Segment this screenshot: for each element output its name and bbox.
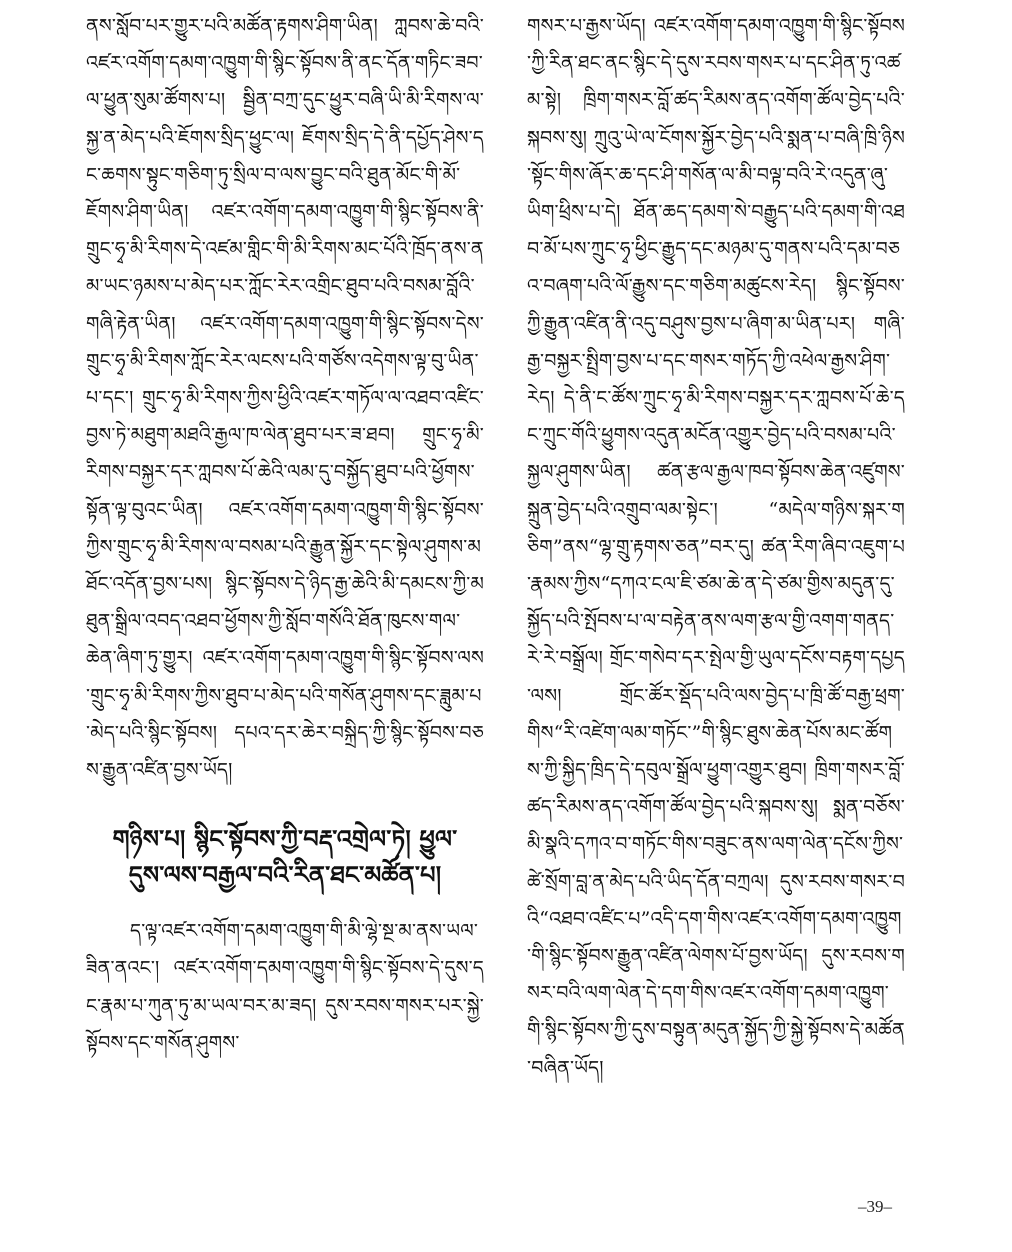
right-column bbox=[527, 8, 905, 1087]
section-heading bbox=[86, 821, 484, 893]
body-paragraph: ད་ལྟ་འཛར་འགོག་དམག་འཁྱུག་གི་མི་ལྷེ་སྔ་མ་ནས་ཡལ་ཟིན་ནའང་། འཛར་འགོག་དམག་འཁྱུག་གི་སྙིང་སྟོབས་དེ་དུས་དང་རྣམ་པ་ཀུན་ཏུ་མ་ཡལ་བར་མ་ཟད། དུས་རབས་གསར་པར་སྐྱེ་སྟོབས་དང་གསོན་ཤུགས་ bbox=[86, 920, 484, 1054]
section-heading-line: དུས་ལས་བརྒྱལ་བའི་རིན་ཐང་མཚོན་པ། bbox=[128, 860, 442, 890]
section-heading-line: གཉིས་པ། སྙིང་སྟོབས་ཀྱི་བརྡ་འགྲེལ་ཏེ། ཕྱུལ་ bbox=[112, 824, 458, 854]
body-paragraph: གསར་པ་རྒྱས་ཡོད། འཛར་འགོག་དམག་འཁྱུག་གི་སྙིང་སྟོབས་ཀྱི་རིན་ཐང་ནང་སྙིང་དེ་དུས་རབས་གསར་པ་དང་ཤིན་ཏུ་འཚམ་སྟེ། ཁྲིག་གསར་བློ་ཚད་རིམས་ནད་འགོག་ཚོལ་བྱེད་པའི་སྐབས་སུ། ཀྲུའུ་ཡེ་ལ་ངོགས་སྐྱོར་བྱེད་པའི་སྨན་པ་བཞི་ཁྲི་ཉིས་སྟོང་གིས་ཞོར་ཆ་དང་ཤི་གསོན་ལ་མི་བལྟ་བའི་རེ་འདུན་ཞུ་ཡིག་ཕྲིས་པ་དེ། ཐོན་ཆད་དམག་སེ་བརྒྱུད་པའི་དམག་གི་འཐབ་མོ་པས་ཀྲུང་ཧྭ་ཕྱིང་རྒྱུད་དང་མཉམ་དུ་གནས་པའི་དམ་བཅའ་བཞག་པའི་ལོ་རྒྱུས་དང་གཅིག་མཚུངས་རེད། སྙིང་སྟོབས་ཀྱི་རྒྱུན་འཛིན་ནི་འདུ་བཤུས་བྱས་པ་ཞིག་མ་ཡིན་པར། གཞི་རྒྱ་བསྐྱར་སྤྲིག་བྱས་པ་དང་གསར་གཏོད་ཀྱི་འཕེལ་རྒྱས་ཤིག་རེད། དེ་ནི་ང་ཚོས་ཀྲུང་ཧྭ་མི་རིགས་བསྐྱར་དར་ཀླབས་པོ་ཆེ་དང་ཀྲུང་གོའི་ཕྱུགས་འདུན་མངོན་འགྱུར་བྱེད་པའི་བསམ་པའི་སྐྱལ་ཤུགས་ཡིན། ཚན་རྩལ་རྒྱལ་ཁབ་སྟོབས་ཆེན་འཛུགས་སྐྲུན་བྱེད་པའི་འགྲུབ་ལམ་སྟེང་། “མདེལ་གཉིས་སྐར་གཅིག”ནས“ལྷ་གྲུ་རྟགས་ཅན”བར་དུ། ཚན་རིག་ཞིབ་འཇུག་པ་རྣམས་ཀྱིས“དཀའ་ངལ་ཇི་ཙམ་ཆེ་ན་དེ་ཙམ་གྱིས་མདུན་དུ་སྐྱོད་པའི་སྤོབས་པ་ལ་བརྟེན་ནས་ལག་རྩལ་གྱི་འགག་གནད་རེ་རེ་བསྒྲོལ། གྲོང་གསེབ་དར་སྤེལ་གྱི་ཡུལ་དངོས་བརྟག་དཔྱད་ལས། གྲོང་ཚོར་སྡོད་པའི་ལས་བྱེད་པ་ཁྲི་ཚོ་བརྒྱ་ཕྲག་གིས“རི་འཛེག་ལམ་གཏོང་”གི་སྙིང་ཐུས་ཆེན་པོས་མང་ཚོགས་ཀྱི་སྐྱིད་ཁྲིད་དེ་དབུལ་སྒྲོལ་ཕྱུག་འགྱུར་ཐུབ། ཁྲིག་གསར་བློ་ཚད་རིམས་ནད་འགོག་ཚོལ་བྱེད་པའི་སྐབས་སུ། སྨན་བཅོས་མི་སྣའི་དཀའ་བ་གཏོང་གིས་བཟུང་ནས་ལག་ལེན་དངོས་ཀྱིས་ཚེ་སྲོག་བླ་ན་མེད་པའི་ཡིད་དོན་བཀྲལ། དུས་རབས་གསར་བའི“འཐབ་འཛིང་པ”འདི་དག་གིས་འཛར་འགོག་དམག་འཁྱུག་གི་སྙིང་སྟོབས་རྒྱུན་འཛིན་ལེགས་པོ་བྱས་ཡོད། དུས་རབས་གསར་བའི་ལག་ལེན་དེ་དག་གིས་འཛར་འགོག་དམག་འཁྱུག་གི་སྙིང་སྟོབས་ཀྱི་དུས་བསྟུན་མདུན་སྐྱོད་ཀྱི་སྐྱེ་སྟོབས་དེ་མཚོན་བཞིན་ཡོད། bbox=[527, 15, 905, 1079]
body-paragraph: ནས་སློབ་པར་གྱུར་པའི་མཚོན་རྟགས་ཤིག་ཡིན། ཀླབས་ཆེ་བའི་འཛར་འགོག་དམག་འཁྱུག་གི་སྙིང་སྟོབས་ནི་ནང་དོན་གཏིང་ཟབ་ལ་ཕྱུན་སུམ་ཚོགས་པ། སྦྱིན་བཀྲ་དུང་ཕྱུར་བཞི་ཡི་མི་རིགས་ལ་སྐྱ་ན་མེད་པའི་ཇོགས་སྲིད་ཕྱུང་ལ། ཇོགས་སྲིད་དེ་ནི་དཔྱོད་ཤེས་དང་ཆགས་སྟུང་གཅིག་ཏུ་སྲིལ་བ་ལས་བྱུང་བའི་ཐུན་མོང་གི་མོ་ཇོགས་ཤིག་ཡིན། འཛར་འགོག་དམག་འཁྱུག་གི་སྙིང་སྟོབས་ནི་གྲུང་ཧྭ་མི་རིགས་དེ་འཛམ་གླིང་གི་མི་རིགས་མང་པོའི་ཁྲོད་ནས་ནམ་ཡང་ཉམས་པ་མེད་པར་ཀློང་རེར་འགྲིང་ཐུབ་པའི་བསམ་བློའི་གཞི་རྟེན་ཡིན། འཛར་འགོག་དམག་འཁྱུག་གི་སྙིང་སྟོབས་དེས་གྲུང་ཧྭ་མི་རིགས་ཀློང་རེར་ལངས་པའི་གཙོས་འདེགས་ལྟ་བུ་ཡིན་པ་དང་། གྲུང་ཧྭ་མི་རིགས་ཀྱིས་ཕྱིའི་འཛར་གཏོལ་ལ་འཐབ་འཛིང་བྱས་ཏེ་མཐུག་མཐའི་རྒྱལ་ཁ་ལེན་ཐུབ་པར་ཟ་ཐབ། གྲུང་ཧྭ་མི་རིགས་བསྐྱར་དར་ཀླབས་པོ་ཆེའི་ལམ་དུ་བསྐྱོད་ཐུབ་པའི་ཕྱོགས་སྟོན་ལྟ་བུའང་ཡིན། འཛར་འགོག་དམག་འཁྱུག་གི་སྙིང་སྟོབས་ཀྱིས་གྲུང་ཧྭ་མི་རིགས་ལ་བསམ་པའི་རྒྱུན་སྐྱོར་དང་སྟེལ་ཤུགས་མཐོང་འདོན་བྱས་པས། སྙིང་སྟོབས་དེ་ཉིད་རྒྱ་ཆེའི་མི་དམངས་ཀྱི་མཐུན་སྒྲིལ་འབད་འཐབ་ཕྱོགས་ཀྱི་སློབ་གསོའི་ཐོན་ཁུངས་གལ་ཆེན་ཞིག་ཏུ་གྱུར། འཛར་འགོག་དམག་འཁྱུག་གི་སྙིང་སྟོབས་ལས་གྲུང་ཧྭ་མི་རིགས་ཀྱིས་ཐུབ་པ་མེད་པའི་གསོན་ཤུགས་དང་ཟླུམ་པ་མེད་པའི་སྙིང་སྟོབས། དཔའ་དར་ཆེར་བསྐྲིད་ཀྱི་སྙིང་སྟོབས་བཅས་རྒྱུན་འཛིན་བྱས་ཡོད། bbox=[86, 15, 484, 782]
page-number: –39– bbox=[858, 1197, 892, 1216]
left-column bbox=[86, 8, 484, 1062]
